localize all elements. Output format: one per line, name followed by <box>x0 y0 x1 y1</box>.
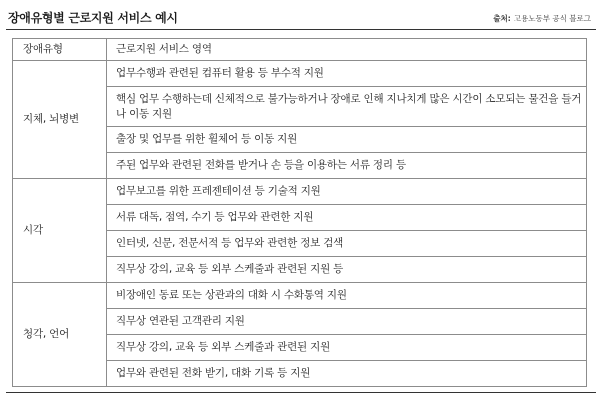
service-cell: 인터넷, 신문, 전문서적 등 업무와 관련한 정보 검색 <box>107 231 587 257</box>
service-cell: 출장 및 업무를 위한 휠체어 등 이동 지원 <box>107 127 587 153</box>
table-row <box>13 283 587 309</box>
service-cell: 직무상 강의, 교육 등 외부 스케줄과 관련된 지원 등 <box>107 257 587 283</box>
service-cell: 업무와 관련된 전화 받기, 대화 기록 등 지원 <box>107 361 587 387</box>
service-cell: 직무상 연관된 고객관리 지원 <box>107 309 587 335</box>
type-cell-hearing-speech: 청각, 언어 <box>13 283 107 387</box>
service-cell: 서류 대독, 점역, 수기 등 업무와 관련한 지원 <box>107 205 587 231</box>
header-type: 장애유형 <box>13 39 107 61</box>
type-cell-visual: 시각 <box>13 179 107 283</box>
table-header-row <box>13 39 587 61</box>
table-row <box>13 61 587 87</box>
service-cell: 업무수행과 관련된 컴퓨터 활용 등 부수적 지원 <box>107 61 587 87</box>
services-table <box>12 38 587 387</box>
header-service-area: 근로지원 서비스 영역 <box>107 39 587 61</box>
source-credit <box>493 13 591 24</box>
table-row <box>13 179 587 205</box>
page-title: 장애유형별 근로지원 서비스 예시 <box>8 11 178 25</box>
service-cell: 주된 업무와 관련된 전화를 받거나 손 등을 이용하는 서류 정리 등 <box>107 153 587 179</box>
service-cell: 직무상 강의, 교육 등 외부 스케줄과 관련된 지원 <box>107 335 587 361</box>
service-cell: 업무보고를 위한 프레젠테이션 등 기술적 지원 <box>107 179 587 205</box>
source-label: 출처: <box>493 14 511 23</box>
source-text: 고용노동부 공식 블로그 <box>513 14 591 23</box>
service-cell: 핵심 업무 수행하는데 신체적으로 불가능하거나 장애로 인해 지나치게 많은 시간이 소모되는 물건을 들거나 이동 지원 <box>107 87 587 127</box>
service-cell: 비장애인 동료 또는 상관과의 대화 시 수화통역 지원 <box>107 283 587 309</box>
type-cell-physical: 지체, 뇌병변 <box>13 61 107 179</box>
